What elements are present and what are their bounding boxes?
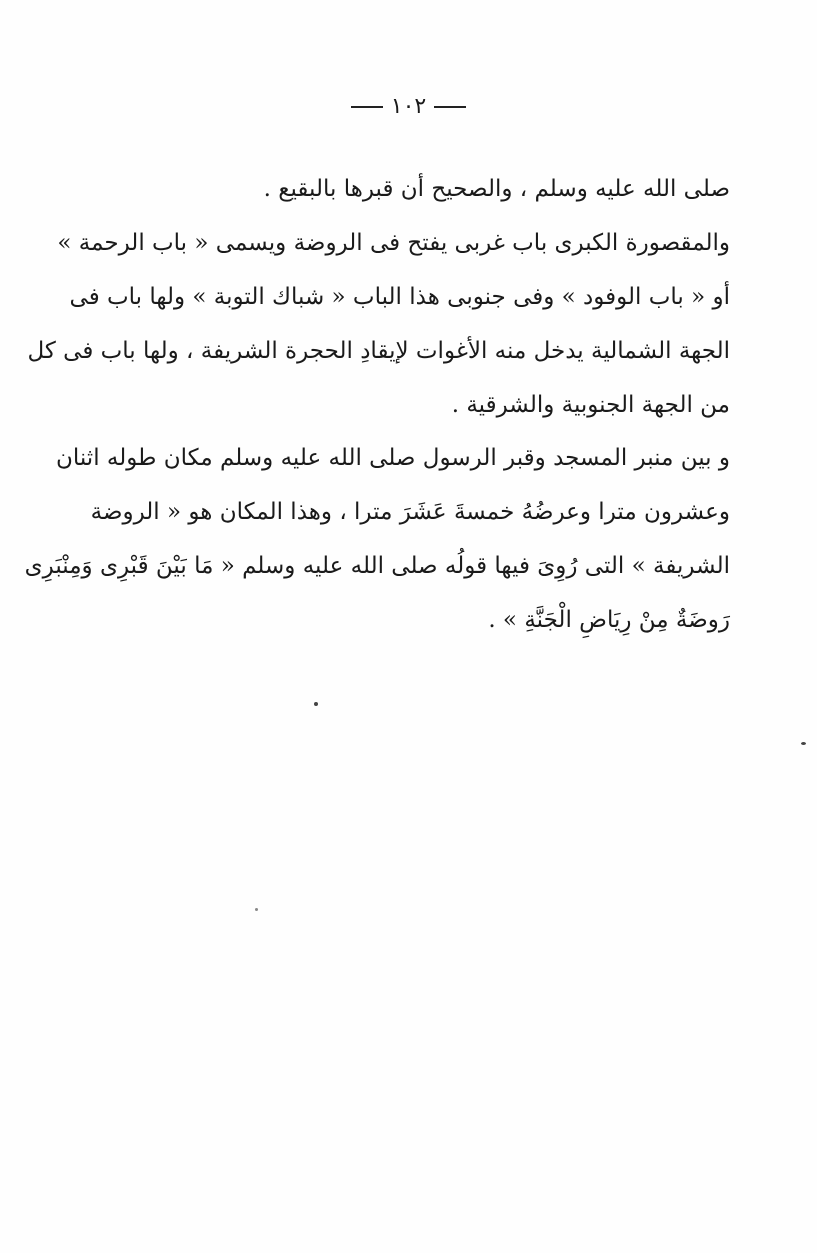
- paper-speck: [801, 742, 806, 745]
- right-dash: [434, 106, 466, 108]
- text-line: الجهة الشمالية يدخل منه الأغوات لإيقادِ الحجرة الشريفة ، ولها باب فى كل: [27, 338, 730, 364]
- paragraph-2: [27, 216, 730, 432]
- text-line: أو « باب الوفود » وفى جنوبى هذا الباب « شباك التوبة » ولها باب فى: [69, 284, 730, 310]
- paragraph-1: [100, 162, 730, 216]
- page-header: [0, 92, 817, 122]
- page-number: ١٠٢: [390, 94, 427, 119]
- text-line: و بين منبر المسجد وقبر الرسول صلى الله عليه وسلم مكان طوله اثنان: [55, 445, 730, 471]
- left-dash: [351, 106, 383, 108]
- text-line: وعشرون مترا وعرضُهُ خمسةَ عَشَرَ مترا ، وهذا المكان هو « الروضة: [90, 499, 730, 525]
- text-line: من الجهة الجنوبية والشرقية .: [451, 392, 730, 418]
- text-line: صلى الله عليه وسلم ، والصحيح أن قبرها بالبقيع .: [263, 176, 730, 202]
- paragraph-3: [24, 431, 730, 647]
- paper-speck: [314, 702, 318, 706]
- text-line: الشريفة » التى رُوِىَ فيها قولُه صلى الله عليه وسلم « مَا بَيْنَ قَبْرِى وَمِنْبَرِى: [24, 553, 730, 579]
- paper-speck: [255, 908, 258, 911]
- text-line: والمقصورة الكبرى باب غربى يفتح فى الروضة ويسمى « باب الرحمة »: [57, 230, 730, 256]
- text-line: رَوضَةٌ مِنْ رِيَاضِ الْجَنَّةِ » .: [488, 607, 730, 633]
- page-number-group: [351, 92, 466, 122]
